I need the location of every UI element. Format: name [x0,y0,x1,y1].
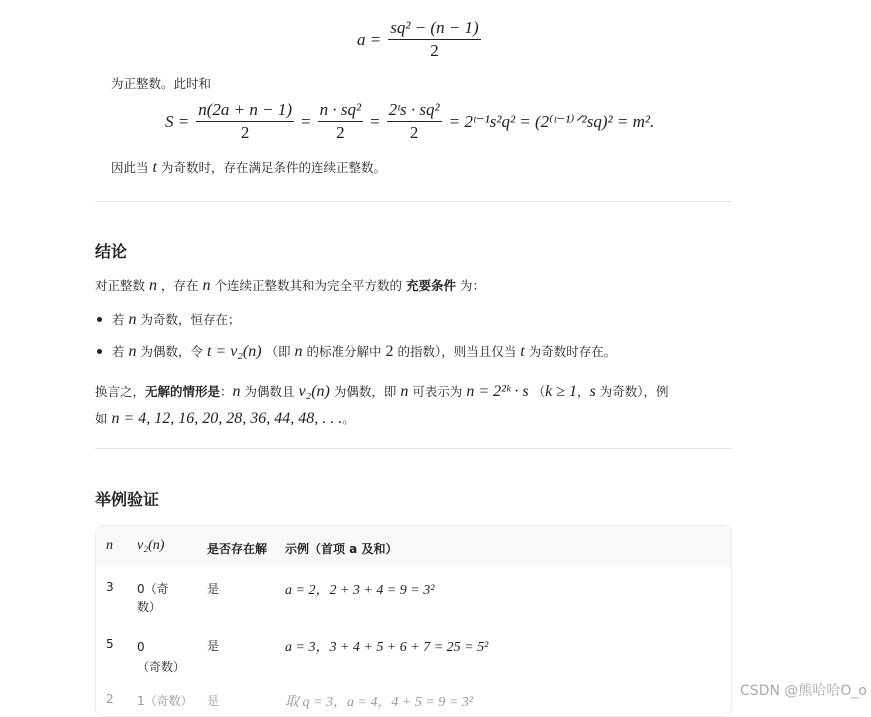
table-header [96,526,731,567]
divider [95,448,731,449]
paragraph: 为正整数。此时和 [111,76,212,91]
list-item: 若 n 为偶数，令 t = v₂(n) （即 n 的标准分解中 2 的指数），则当且仅当 t 为奇数时存在。 [95,342,616,361]
section-title: 结论 [95,242,128,261]
formula-a: a = $\frac{\text{sq² − (n − 1)}}{2}$ [357,18,479,60]
section-title: 举例验证 [95,490,160,509]
watermark: CSDN @熊哈哈O_o [740,683,867,699]
list-item: 若 n 为奇数，恒存在； [95,310,241,329]
paragraph: 换言之，无解的情形是：n 为偶数且 v₂(n) 为偶数，即 n 可表示为 n = 2²ᵏ · s （k ≥ 1，s 为奇数），例 如 n = 4, 12, 16, 20, 28, 36, 44, 48, . . .。 [95,383,669,427]
paragraph: 因此当 t 为奇数时，存在满足条件的连续正整数。 [111,159,386,176]
paragraph: 对正整数 n ，存在 n 个连续正整数其和为完全平方数的 充要条件 为： [95,277,485,294]
formula-S: S = $\frac{n(2a + n - 1)}{2}$ = $\frac{\text{n · sq²}}{2}$ = $\frac{\text{2ᵗs · sq²}}{2}$ = 2ᵗ⁻¹s²q² = (2⁽ᵗ⁻¹⁾ᐟ²sq)² = m². [165,100,655,142]
examples-table: n v₂(n) 是否存在解 示例（首项 a 及和） 3 0（奇 数） 是 a = 2，2 + 3 + 4 = 9 = 3² 5 0 （奇数） 是 a = 3，3 + 4 + 5 + 6 + 7 = 25 = 5² 2 1（奇数） 是 取 q = 3，a = 4，4 + 5 = 9 = 3² [95,525,732,717]
divider [95,201,731,202]
